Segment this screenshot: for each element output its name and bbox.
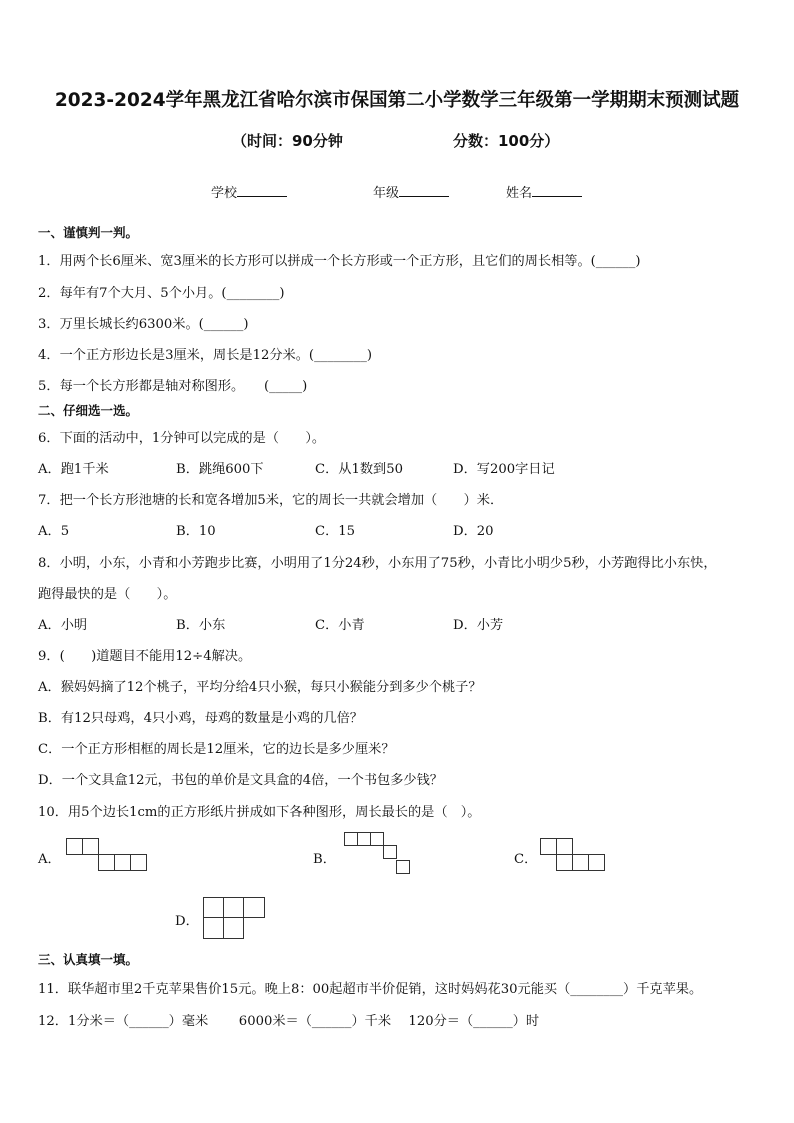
q8-option-d: D．小芳 bbox=[453, 618, 504, 633]
q6-option-a: A．跑1千米 bbox=[38, 462, 109, 477]
q10-option-b-label: B． bbox=[313, 852, 336, 867]
q8-option-c: C．小青 bbox=[315, 618, 365, 633]
q10-option-a-label: A． bbox=[38, 852, 61, 867]
section-1-heading: 一、谨慎判一判。 bbox=[38, 225, 139, 240]
q7-option-a: A．5 bbox=[38, 524, 70, 539]
q9-option-d: D．一个文具盒12元，书包的单价是文具盒的4倍，一个书包多少钱？ bbox=[38, 773, 443, 788]
question-1: 1．用两个长6厘米、宽3厘米的长方形可以拼成一个长方形或一个正方形，且它们的周长相等。(______) bbox=[38, 254, 641, 269]
question-11: 11．联华超市里2千克苹果售价15元。晚上8：00起超市半价促销，这时妈妈花30元能买（________）千克苹果。 bbox=[38, 982, 703, 997]
q10-option-c-figure bbox=[540, 838, 610, 874]
q10-option-d-figure bbox=[203, 897, 269, 941]
grade-blank[interactable] bbox=[399, 183, 449, 197]
school-label: 学校 bbox=[211, 186, 238, 201]
page-title: 2023-2024学年黑龙江省哈尔滨市保国第二小学数学三年级第一学期期末预测试题 bbox=[54, 90, 740, 111]
question-2: 2．每年有7个大月、5个小月。(________) bbox=[38, 286, 285, 301]
question-8-line-1: 8．小明，小东，小青和小芳跑步比赛，小明用了1分24秒，小东用了75秒，小青比小明少5秒，小芳跑得比小东快， bbox=[38, 556, 717, 571]
q7-option-c: C．15 bbox=[315, 524, 356, 539]
time-label: （时间：90分钟 bbox=[232, 132, 343, 150]
name-blank[interactable] bbox=[532, 183, 582, 197]
q10-option-d-label: D． bbox=[175, 914, 199, 929]
section-2-heading: 二、仔细选一选。 bbox=[38, 403, 139, 418]
q10-option-b-figure bbox=[344, 832, 414, 877]
question-7: 7．把一个长方形池塘的长和宽各增加5米，它的周长一共就会增加（ ）米． bbox=[38, 493, 504, 508]
grade-field bbox=[373, 182, 449, 201]
question-3: 3．万里长城长约6300米。(______) bbox=[38, 317, 249, 332]
score-label: 分数：100分） bbox=[453, 132, 560, 150]
q9-option-c: C．一个正方形相框的周长是12厘米，它的边长是多少厘米？ bbox=[38, 742, 395, 757]
q6-option-c: C．从1数到50 bbox=[315, 462, 404, 477]
question-6: 6．下面的活动中，1分钟可以完成的是（ ）。 bbox=[38, 431, 326, 446]
grade-label: 年级 bbox=[373, 186, 400, 201]
question-4: 4．一个正方形边长是3厘米，周长是12分米。(________) bbox=[38, 348, 372, 363]
question-9: 9．( )道题目不能用12÷4解决。 bbox=[38, 649, 252, 664]
school-blank[interactable] bbox=[237, 183, 287, 197]
name-label: 姓名 bbox=[506, 186, 533, 201]
q7-option-d: D．20 bbox=[453, 524, 494, 539]
q6-option-d: D．写200字日记 bbox=[453, 462, 555, 477]
q9-option-b: B．有12只母鸡，4只小鸡，母鸡的数量是小鸡的几倍？ bbox=[38, 711, 363, 726]
q6-option-b: B．跳绳600下 bbox=[176, 462, 264, 477]
q8-option-a: A．小明 bbox=[38, 618, 88, 633]
question-5: 5．每一个长方形都是轴对称图形。 (_____) bbox=[38, 379, 308, 394]
question-12: 12．1分米＝（______）毫米 6000米＝（______）千米 120分＝（______）时 bbox=[38, 1014, 540, 1029]
name-field bbox=[506, 182, 582, 201]
school-field bbox=[211, 182, 287, 201]
section-3-heading: 三、认真填一填。 bbox=[38, 952, 139, 967]
q10-option-a-figure bbox=[66, 838, 150, 872]
q10-option-c-label: C． bbox=[514, 852, 538, 867]
q9-option-a: A．猴妈妈摘了12个桃子，平均分给4只小猴，每只小猴能分到多少个桃子？ bbox=[38, 680, 482, 695]
question-8-line-2: 跑得最快的是（ ）。 bbox=[38, 587, 177, 602]
q7-option-b: B．10 bbox=[176, 524, 216, 539]
question-10: 10．用5个边长1cm的正方形纸片拼成如下各种图形，周长最长的是（ ）。 bbox=[38, 805, 481, 820]
q8-option-b: B．小东 bbox=[176, 618, 226, 633]
